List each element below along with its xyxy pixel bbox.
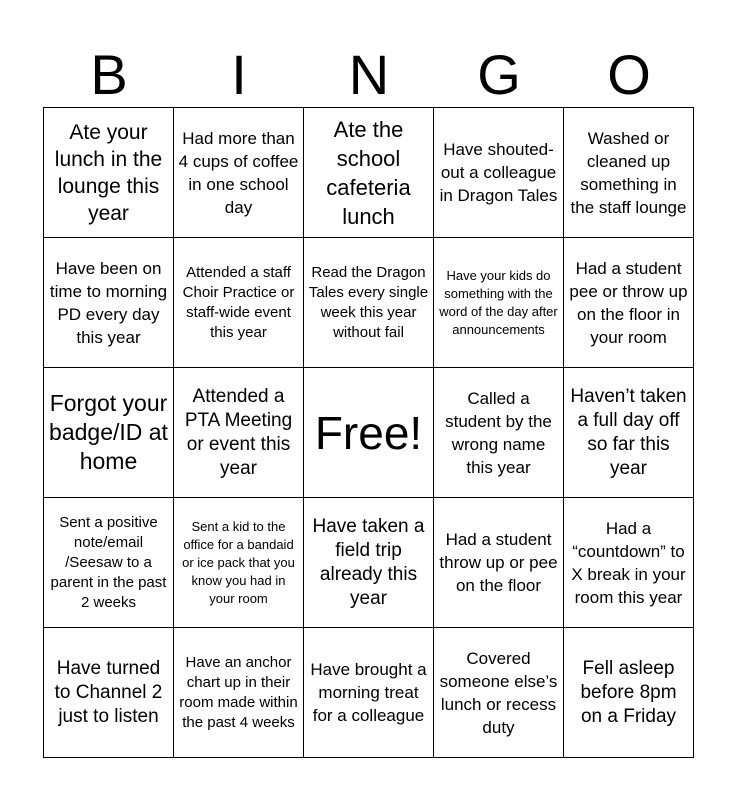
header-letter-g: G (477, 43, 521, 106)
bingo-cell[interactable]: Have turned to Channel 2 just to listen (44, 628, 174, 758)
bingo-cell[interactable]: Attended a PTA Meeting or event this year (174, 368, 304, 498)
header-letter-n: N (348, 43, 390, 106)
bingo-cell[interactable]: Called a student by the wrong name this year (434, 368, 564, 498)
bingo-header (44, 42, 694, 108)
bingo-cell[interactable]: Have brought a morning treat for a colleague (304, 628, 434, 758)
bingo-cell[interactable]: Had a “countdown” to X break in your room this year (564, 498, 694, 628)
bingo-cell[interactable]: Sent a kid to the office for a bandaid or ice pack that you know you had in your room (174, 498, 304, 628)
bingo-cell[interactable]: Fell asleep before 8pm on a Friday (564, 628, 694, 758)
board-row (44, 368, 694, 498)
board-row (44, 108, 694, 238)
bingo-cell[interactable]: Had a student throw up or pee on the floor (434, 498, 564, 628)
free-space-cell[interactable]: Free! (304, 368, 434, 498)
bingo-cell[interactable]: Have an anchor chart up in their room made within the past 4 weeks (174, 628, 304, 758)
bingo-board (43, 107, 694, 758)
header-letter-b: B (90, 43, 128, 106)
bingo-cell[interactable]: Forgot your badge/ID at home (44, 368, 174, 498)
bingo-cell[interactable]: Attended a staff Choir Practice or staff-wide event this year (174, 238, 304, 368)
bingo-cell[interactable]: Washed or cleaned up something in the staff lounge (564, 108, 694, 238)
bingo-cell[interactable]: Had more than 4 cups of coffee in one school day (174, 108, 304, 238)
bingo-cell[interactable]: Have been on time to morning PD every day this year (44, 238, 174, 368)
bingo-cell[interactable]: Have your kids do something with the word of the day after announcements (434, 238, 564, 368)
bingo-cell[interactable]: Have shouted-out a colleague in Dragon Tales (434, 108, 564, 238)
bingo-cell[interactable]: Have taken a field trip already this year (304, 498, 434, 628)
bingo-cell[interactable]: Sent a positive note/email /Seesaw to a parent in the past 2 weeks (44, 498, 174, 628)
bingo-cell[interactable]: Ate the school cafeteria lunch (304, 108, 434, 238)
header-letter-i: I (231, 43, 247, 106)
header-letter-o: O (607, 43, 651, 106)
bingo-cell[interactable]: Covered someone else’s lunch or recess duty (434, 628, 564, 758)
bingo-cell[interactable]: Had a student pee or throw up on the floor in your room (564, 238, 694, 368)
board-row (44, 628, 694, 758)
board-row (44, 238, 694, 368)
board-row (44, 498, 694, 628)
bingo-cell[interactable]: Ate your lunch in the lounge this year (44, 108, 174, 238)
bingo-cell[interactable]: Read the Dragon Tales every single week this year without fail (304, 238, 434, 368)
bingo-cell[interactable]: Haven’t taken a full day off so far this year (564, 368, 694, 498)
